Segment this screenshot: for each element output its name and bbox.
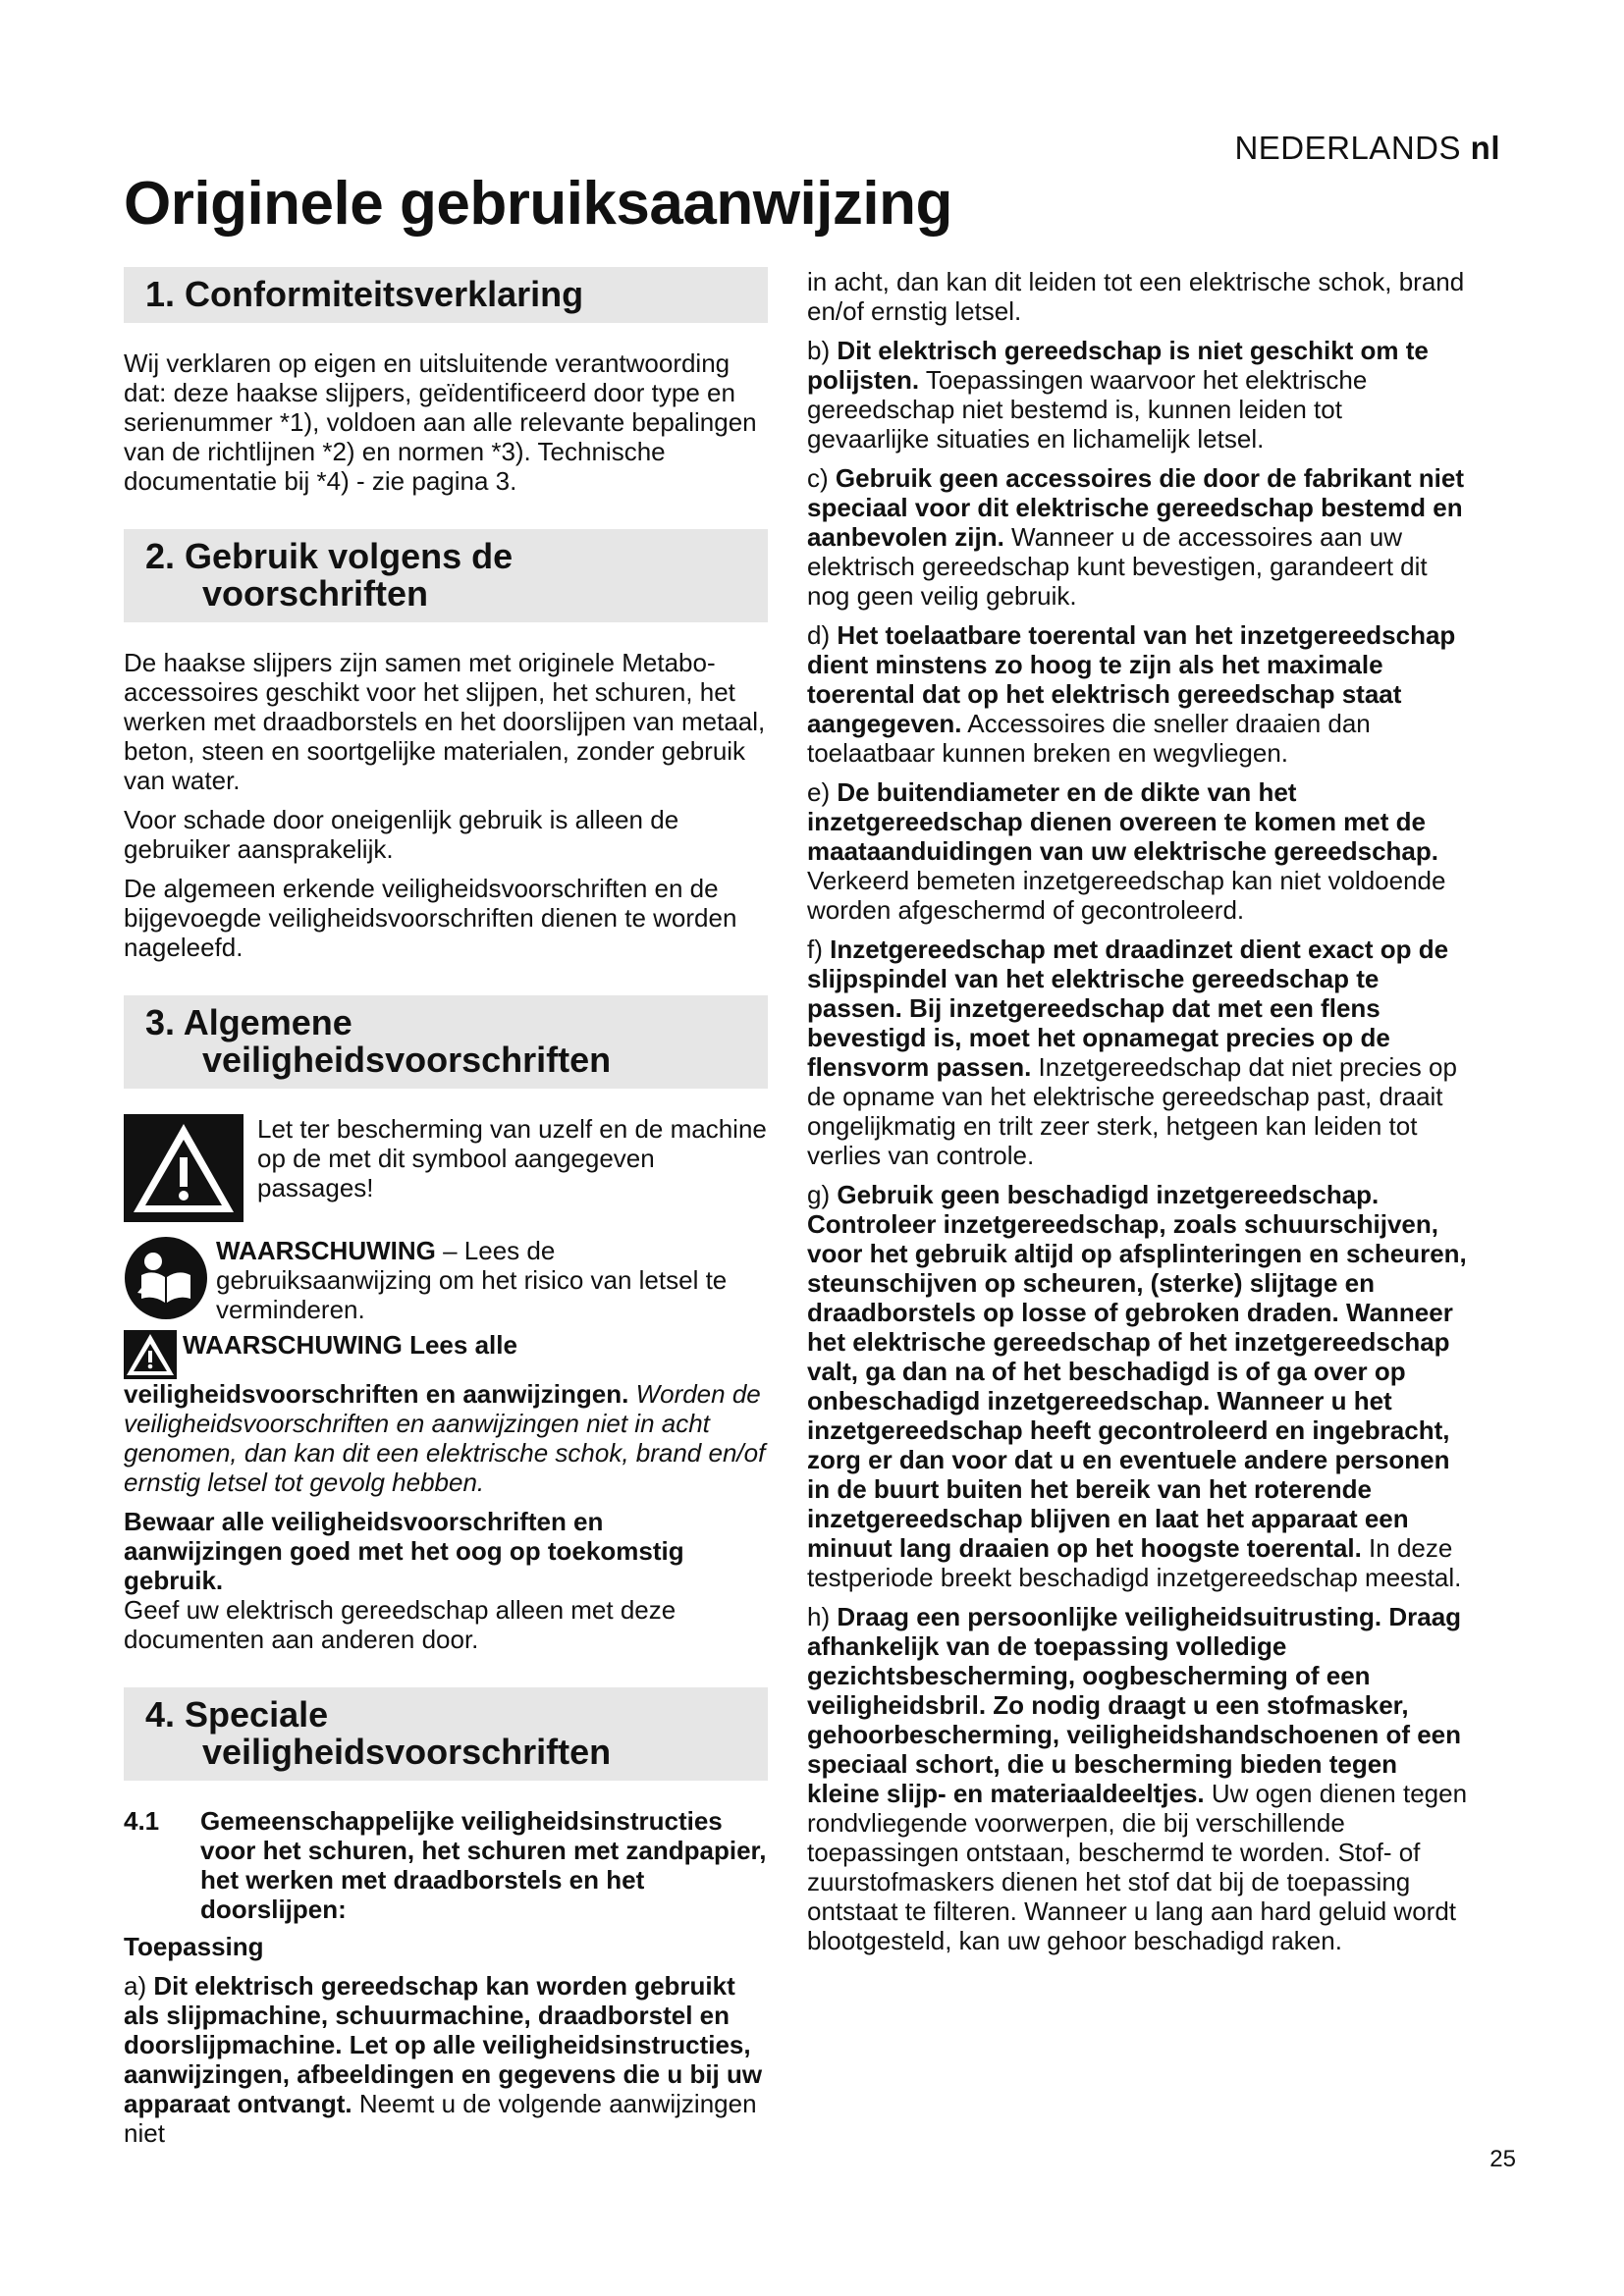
warning-triangle-icon — [124, 1114, 244, 1222]
item-f-bold: Inzetgereedschap met draadinzet dient exact op de slijpspindel van het elektrische gereedschap te passen. Bij inzetgereedschap dat met een flens bevestigd is, moet het opnamegat precies op de flensvorm passen. — [807, 934, 1449, 1082]
item-e-text: Verkeerd bemeten inzetgereedschap kan niet voldoende worden afgeschermd of gecontroleerd. — [807, 866, 1446, 925]
warning-2-italic: Worden de veiligheidsvoorschriften en aanwijzingen niet in acht genomen, dan kan dit een elektrische schok, brand en/of ernstig letsel tot gevolg hebben. — [124, 1379, 766, 1497]
item-d-label: d) — [807, 620, 831, 650]
subsection-4-1-number: 4.1 — [124, 1806, 160, 1836]
read-manual-warning-text — [216, 1236, 768, 1324]
item-b-text: Toepassingen waarvoor het elektrische gereedschap niet bestemd is, kunnen leiden tot gevaarlijke situaties en lichamelijk letsel. — [807, 365, 1368, 454]
section-1-heading: 1. Conformiteitsverklaring — [124, 267, 768, 323]
language-label — [1234, 130, 1500, 167]
item-c-text: Wanneer u de accessoires aan uw elektrisch gereedschap kunt bevestigen, garandeert dit nog geen veilig gebruik. — [807, 522, 1428, 611]
item-a-bold: Dit elektrisch gereedschap kan worden gebruikt als slijpmachine, schuurmachine, draadborstel en doorslijpmachine. Let op alle veiligheidsinstructies, aanwijzingen, afbeeldingen en gegevens die u bij uw apparaat ontvangt. — [124, 1971, 763, 2118]
toepassing-label: Toepassing — [124, 1932, 264, 1961]
subsection-4-1-heading — [124, 1806, 768, 1924]
item-h — [807, 1602, 1471, 1955]
item-h-label: h) — [807, 1602, 831, 1631]
left-column — [124, 267, 768, 2158]
item-f-label: f) — [807, 934, 823, 964]
warning-2-paragraph — [124, 1330, 768, 1497]
item-d-text: Accessoires die sneller draaien dan toelaatbaar kunnen breken en wegvliegen. — [807, 709, 1371, 768]
section-3-heading-line1: 3. Algemene — [145, 1002, 352, 1042]
item-f — [807, 934, 1471, 1170]
symbol-note-row — [124, 1114, 768, 1222]
read-manual-icon — [124, 1236, 208, 1320]
section-2-heading-line1: 2. Gebruik volgens de — [145, 536, 514, 576]
language-code: nl — [1470, 130, 1500, 166]
keep-instructions-bold — [124, 1507, 768, 1595]
item-h-text: Uw ogen dienen tegen rondvliegende voorwerpen, die bij verschillende toepassingen ontstaan, beschermd te worden. Stof- of zuurstofmaskers dienen het stof dat bij de toepassing ontstaat te filteren. Wanneer u lang aan hard geluid wordt blootgesteld, kan uw gehoor beschadigd raken. — [807, 1779, 1468, 1955]
item-b-bold: Dit elektrisch gereedschap is niet geschikt om te polijsten. — [807, 336, 1429, 395]
item-c-label: c) — [807, 463, 829, 493]
item-e-label: e) — [807, 777, 831, 807]
item-d-bold: Het toelaatbare toerental van het inzetgereedschap dient minstens zo hoog te zijn als het maximale toerental dat op het elektrisch gereedschap staat aangegeven. — [807, 620, 1456, 738]
subsection-4-1-title: Gemeenschappelijke veiligheidsinstructies voor het schuren, het schuren met zandpapier, het werken met draadborstels en het doorslijpen: — [200, 1806, 767, 1924]
symbol-note-text: Let ter bescherming van uzelf en de machine op de met dit symbool aangegeven passages! — [257, 1114, 767, 1202]
keep-instructions-text: Geef uw elektrisch gereedschap alleen met deze documenten aan anderen door. — [124, 1595, 677, 1654]
keep-instructions-bold-text: Bewaar alle veiligheidsvoorschriften en aanwijzingen goed met het oog op toekomstig gebruik. — [124, 1507, 684, 1595]
item-b-label: b) — [807, 336, 831, 365]
warning-1-text: – Lees de gebruiksaanwijzing om het risico van letsel te verminderen. — [216, 1236, 728, 1324]
section-2-heading-line2: voorschriften — [202, 573, 429, 614]
item-g-bold: Gebruik geen beschadigd inzetgereedschap. Controleer inzetgereedschap, zoals schuurschijven, voor het gebruik altijd op afsplinteringen en scheuren, steunschijven op scheuren, (sterke) slijtage en draadborstels op losse of gebroken draden. Wanneer het elektrische gereedschap of het inzetgereedschap valt, ga dan na of het beschadigd is of ga over op onbeschadigd inzetgereedschap. Wanneer u het inzetgereedschap heeft gecontroleerd en ingebracht, zorg er dan voor dat u en eventuele andere personen in de buurt buiten het bereik van het roterende inzetgereedschap blijven en laat het apparaat een minuut lang draaien op het hoogste toerental. — [807, 1180, 1467, 1563]
section-1-body: Wij verklaren op eigen en uitsluitende verantwoording dat: deze haakse slijpers, geïdentificeerd door type en serienummer *1), voldoen aan alle relevante bepalingen van de richtlijnen *2) en normen *3). Technische documentatie bij *4) - zie pagina 3. — [124, 348, 757, 496]
item-a — [124, 1971, 768, 2148]
item-a-continued: in acht, dan kan dit leiden tot een elektrische schok, brand en/of ernstig letsel. — [807, 267, 1465, 326]
section-4-heading — [124, 1687, 768, 1781]
item-b — [807, 336, 1471, 454]
warning-2-bold: WAARSCHUWING Lees alle veiligheidsvoorschriften en aanwijzingen. — [124, 1330, 629, 1409]
item-e-bold: De buitendiameter en de dikte van het inzetgereedschap dienen overeen te komen met de maataanduidingen van uw elektrische gereedschap. — [807, 777, 1438, 866]
item-g-label: g) — [807, 1180, 831, 1209]
item-c-bold: Gebruik geen accessoires die door de fabrikant niet speciaal voor dit elektrische gereedschap bestemd en aanbevolen zijn. — [807, 463, 1464, 552]
item-a-text: Neemt u de volgende aanwijzingen niet — [124, 2089, 757, 2148]
section-4-heading-line2: veiligheidsvoorschriften — [202, 1732, 612, 1772]
item-e — [807, 777, 1471, 925]
item-a-label: a) — [124, 1971, 147, 2001]
warning-1-label: WAARSCHUWING — [216, 1236, 436, 1265]
section-3-heading — [124, 995, 768, 1089]
section-4-heading-line1: 4. Speciale — [145, 1694, 329, 1735]
item-h-bold: Draag een persoonlijke veiligheidsuitrusting. Draag afhankelijk van de toepassing volledige gezichtsbescherming, oogbescherming of een veiligheidsbril. Zo nodig draagt u een stofmasker, gehoorbescherming, veiligheidshandschoenen of een speciaal schort, die u bescherming bieden tegen kleine slijp- en materiaaldeeltjes. — [807, 1602, 1462, 1808]
section-3-heading-line2: veiligheidsvoorschriften — [202, 1040, 612, 1080]
warning-small-triangle-icon — [124, 1330, 177, 1379]
item-c — [807, 463, 1471, 611]
item-d — [807, 620, 1471, 768]
item-f-text: Inzetgereedschap dat niet precies op de opname van het elektrische gereedschap past, draait ongelijkmatig en trilt zeer sterk, hetgeen kan leiden tot verlies van controle. — [807, 1052, 1457, 1170]
right-column — [807, 267, 1471, 1965]
read-manual-warning-row — [124, 1236, 768, 1324]
item-g-text: In deze testperiode breekt beschadigd inzetgereedschap meestal. — [807, 1533, 1462, 1592]
section-2-heading — [124, 529, 768, 622]
section-2-p2: Voor schade door oneigenlijk gebruik is alleen de gebruiker aansprakelijk. — [124, 805, 679, 864]
page-number: 25 — [1489, 2146, 1516, 2172]
page-title: Originele gebruiksaanwijzing — [124, 170, 952, 238]
item-g — [807, 1180, 1471, 1592]
section-2-p3: De algemeen erkende veiligheidsvoorschriften en de bijgevoegde veiligheidsvoorschriften dienen te worden nageleefd. — [124, 874, 737, 962]
section-2-p1: De haakse slijpers zijn samen met originele Metabo-accessoires geschikt voor het slijpen, het schuren, het werken met draadborstels en het doorslijpen van metaal, beton, steen en soortgelijke materialen, zonder gebruik van water. — [124, 648, 766, 795]
language-name: NEDERLANDS — [1234, 130, 1461, 166]
